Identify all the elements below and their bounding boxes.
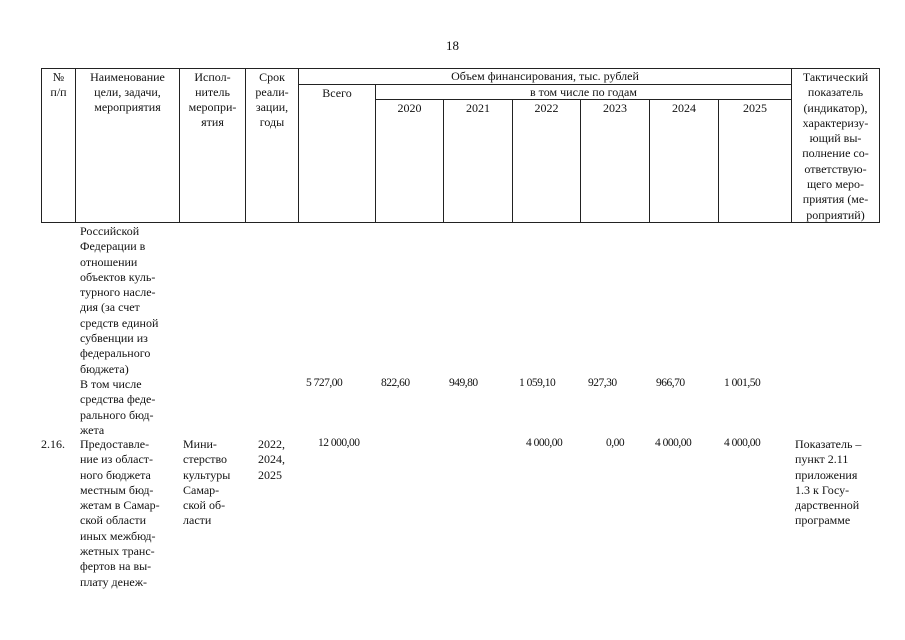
value-total: 12 000,00 [318, 437, 360, 449]
value-2022: 4 000,00 [526, 437, 563, 449]
header-indicator: Тактический показатель (индикатор), характеризу- ющий вы- полнение со- ответствую- щего меро- приятия (ме- роприятий) [802, 70, 869, 222]
header-year-2022: 2022 [534, 101, 559, 115]
grid-line [512, 99, 513, 223]
value-2020: 822,60 [381, 377, 410, 389]
row-number: 2.16. [41, 437, 65, 451]
grid-line [443, 99, 444, 223]
header-by-years: в том числе по годам [530, 85, 637, 99]
header-number: № п/п [50, 70, 67, 99]
page-number: 18 [446, 38, 459, 53]
header-funding: Объем финансирования, тыс. рублей [451, 69, 639, 83]
value-2022: 1 059,10 [519, 377, 556, 389]
value-2024: 4 000,00 [655, 437, 692, 449]
header-year-2021: 2021 [466, 101, 490, 115]
header-year-2025: 2025 [743, 101, 767, 115]
row-executor: Мини- стерство культуры Самар- ской об- ласти [183, 437, 231, 528]
value-2025: 1 001,50 [724, 377, 761, 389]
value-2024: 966,70 [656, 377, 685, 389]
value-2021: 949,80 [449, 377, 478, 389]
header-total: Всего [322, 86, 352, 100]
value-2025: 4 000,00 [724, 437, 761, 449]
value-total: 5 727,00 [306, 377, 343, 389]
value-2023: 0,00 [606, 437, 625, 449]
header-year-2024: 2024 [672, 101, 696, 115]
row-name: Предоставле- ние из област- ного бюджета местным бюд- жетам в Самар- ской области иных межбюд- жетных транс- фертов на вы- плату денеж- [80, 437, 160, 589]
header-term: Срок реали- зации, годы [255, 70, 289, 129]
value-2023: 927,30 [588, 377, 617, 389]
header-year-2020: 2020 [397, 101, 422, 115]
row-name: В том числе средства феде- рального бюд- жета [80, 377, 156, 437]
row-name: Российской Федерации в отношении объектов куль- турного насле- дия (за счет средств единой субвенции из федерального бюджета) [80, 224, 159, 376]
grid-line [718, 99, 719, 223]
header-year-2023: 2023 [603, 101, 627, 115]
header-name: Наименование цели, задачи, мероприятия [90, 70, 165, 114]
grid-line [41, 222, 880, 223]
grid-line [649, 99, 650, 223]
row-indicator: Показатель – пункт 2.11 приложения 1.3 к Госу- дарственной программе [795, 437, 862, 528]
grid-line [580, 99, 581, 223]
header-executor: Испол- нитель меропри- ятия [188, 70, 237, 129]
grid-line [879, 68, 880, 223]
row-term: 2022, 2024, 2025 [258, 437, 285, 482]
